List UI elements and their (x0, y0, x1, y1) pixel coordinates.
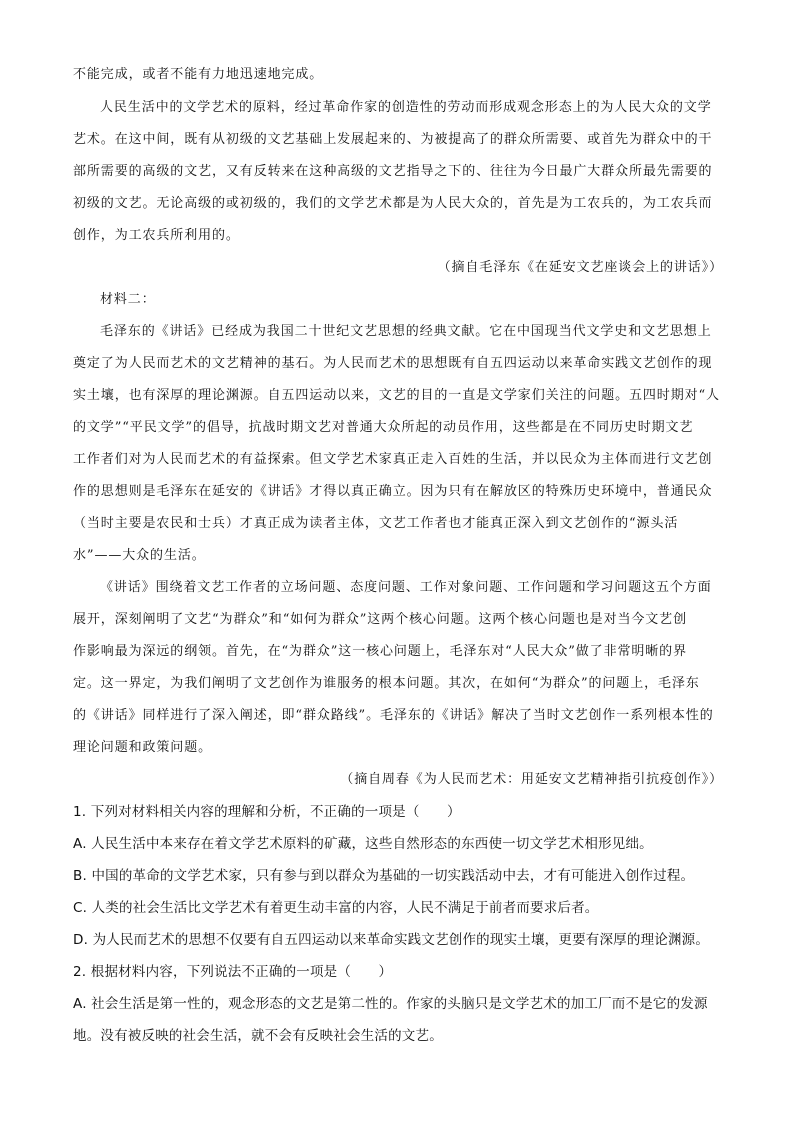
material1-line: 人民生活中的文学艺术的原料，经过革命作家的创造性的劳动而形成观念形态上的为人民大众的文学 (100, 100, 712, 115)
question-1-option-a: A. 人民生活中本来存在着文学艺术原料的矿藏，这些自然形态的东西使一切文学艺术相形见绌。 (73, 836, 653, 852)
material2-line: 奠定了为人民而艺术的文艺精神的基石。为人民而艺术的思想既有自五四运动以来革命实践文艺创作的现 (73, 356, 713, 371)
question-2-option-a-continued: 地。没有被反映的社会生活，就不会有反映社会生活的文艺。 (73, 1028, 443, 1044)
material1-line: 初级的文艺。无论高级的或初级的，我们的文学艺术都是为人民大众的，首先是为工农兵的，为工农兵而 (73, 196, 713, 211)
material2-line: 实土壤，也有深厚的理论渊源。自五四运动以来，文艺的目的一直是文学家们关注的问题。五四时期对“人 (73, 388, 720, 403)
material2-line: 水”——大众的生活。 (73, 548, 206, 563)
material1-line: 创作，为工农兵所利用的。 (73, 228, 240, 243)
material2-line: 工作者们对为人民而艺术的有益探索。但文学艺术家真正走入百姓的生活，并以民众为主体而进行文艺创 (73, 452, 713, 467)
material2-line: 展开，深刻阐明了文艺“为群众”和“如何为群众”这两个核心问题。这两个核心问题也是对当今文艺创 (73, 612, 687, 627)
question-2-stem: 2. 根据材料内容，下列说法不正确的一项是（ ） (73, 964, 393, 980)
material2-line: 理论问题和政策问题。 (73, 740, 213, 755)
material2-line: 定。这一界定，为我们阐明了文艺创作为谁服务的根本问题。其次，在如何“为群众”的问题上，毛泽东 (73, 676, 700, 691)
material2-line: （当时主要是农民和士兵）才真正成为读者主体，文艺工作者也才能真正深入到文艺创作的“源头活 (73, 516, 679, 531)
material2-line: 毛泽东的《讲话》已经成为我国二十世纪文艺思想的经典文献。它在中国现当代文学史和文艺思想上 (100, 324, 712, 339)
material2-line: 的《讲话》同样进行了深入阐述，即“群众路线”。毛泽东的《讲话》解决了当时文艺创作一系列根本性的 (73, 708, 714, 723)
material1-source: （摘自毛泽东《在延安文艺座谈会上的讲话》） (437, 260, 723, 275)
question-1-stem: 1. 下列对材料相关内容的理解和分析，不正确的一项是（ ） (73, 804, 461, 820)
material1-line: 艺术。在这中间，既有从初级的文艺基础上发展起来的、为被提高了的群众所需要、或首先为群众中的干 (73, 132, 713, 147)
question-1-option-c: C. 人类的社会生活比文学艺术有着更生动丰富的内容，人民不满足于前者而要求后者。 (73, 900, 599, 916)
question-2-option-a: A. 社会生活是第一性的，观念形态的文艺是第二性的。作家的头脑只是文学艺术的加工厂而不是它的发源 (73, 996, 708, 1012)
material2-line: 的文学”“平民文学”的倡导，抗战时期文艺对普通大众所起的动员作用，这些都是在不同历史时期文艺 (73, 420, 694, 435)
question-1-option-b: B. 中国的革命的文学艺术家，只有参与到以群众为基础的一切实践活动中去，才有可能进入创作过程。 (73, 868, 695, 884)
material2-line: 《讲话》围绕着文艺工作者的立场问题、态度问题、工作对象问题、工作问题和学习问题这五个方面 (100, 580, 712, 595)
material1-line: 不能完成，或者不能有力地迅速地完成。 (73, 67, 324, 82)
material2-heading: 材料二： (100, 292, 156, 307)
material2-line: 作影响最为深远的纲领。首先，在“为群众”这一核心问题上，毛泽东对“人民大众”做了非常明晰的界 (73, 644, 687, 659)
material2-line: 作的思想则是毛泽东在延安的《讲话》才得以真正确立。因为只有在解放区的特殊历史环境中，普通民众 (73, 484, 713, 499)
material1-line: 部所需要的高级的文艺，又有反转来在这种高级的文艺指导之下的、往往为今日最广大群众所最先需要的 (73, 164, 713, 179)
material2-source: （摘自周春《为人民而艺术：用延安文艺精神指引抗疫创作》） (340, 772, 723, 787)
question-1-option-d: D. 为人民而艺术的思想不仅要有自五四运动以来革命实践文艺创作的现实土壤，更要有深厚的理论渊源。 (73, 932, 710, 948)
